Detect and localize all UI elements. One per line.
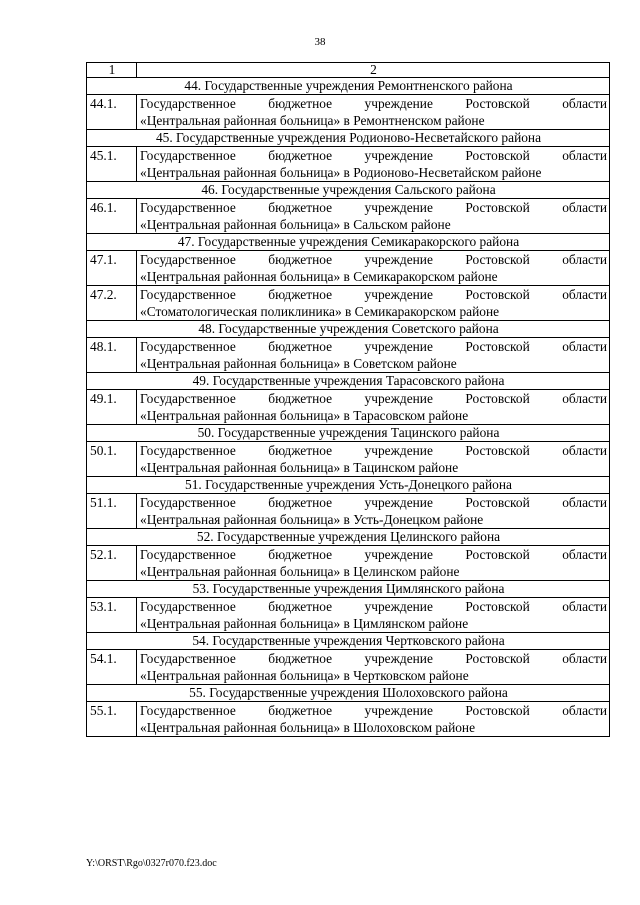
item-number: 45.1. xyxy=(87,147,137,182)
section-row xyxy=(87,234,610,251)
item-description xyxy=(137,546,610,581)
section-title: 45. Государственные учреждения Родионово-Несветайского района xyxy=(87,130,610,147)
section-row xyxy=(87,130,610,147)
item-line-1: Государственное бюджетное учреждение Ростовской области xyxy=(140,599,607,614)
item-line-2: «Центральная районная больница» в Ремонтненском районе xyxy=(140,113,485,128)
table-row xyxy=(87,251,610,286)
item-description xyxy=(137,147,610,182)
item-number: 47.1. xyxy=(87,251,137,286)
item-number: 53.1. xyxy=(87,598,137,633)
item-number: 48.1. xyxy=(87,338,137,373)
section-title: 46. Государственные учреждения Сальского района xyxy=(87,182,610,199)
item-line-1: Государственное бюджетное учреждение Ростовской области xyxy=(140,96,607,111)
item-description xyxy=(137,390,610,425)
item-number: 49.1. xyxy=(87,390,137,425)
section-row xyxy=(87,373,610,390)
table-row xyxy=(87,442,610,477)
item-line-2: «Центральная районная больница» в Родионово-Несветайском районе xyxy=(140,165,542,180)
item-description xyxy=(137,338,610,373)
section-row xyxy=(87,685,610,702)
item-line-1: Государственное бюджетное учреждение Ростовской области xyxy=(140,148,607,163)
section-row xyxy=(87,321,610,338)
item-line-1: Государственное бюджетное учреждение Ростовской области xyxy=(140,443,607,458)
section-title: 55. Государственные учреждения Шолоховского района xyxy=(87,685,610,702)
table-row xyxy=(87,147,610,182)
item-number: 47.2. xyxy=(87,286,137,321)
item-number: 46.1. xyxy=(87,199,137,234)
item-number: 51.1. xyxy=(87,494,137,529)
item-number: 50.1. xyxy=(87,442,137,477)
page-number: 38 xyxy=(314,36,326,48)
item-line-1: Государственное бюджетное учреждение Ростовской области xyxy=(140,651,607,666)
section-title: 44. Государственные учреждения Ремонтненского района xyxy=(87,78,610,95)
header-cell-number: 1 xyxy=(87,63,137,78)
table-row xyxy=(87,494,610,529)
item-line-1: Государственное бюджетное учреждение Ростовской области xyxy=(140,287,607,302)
item-line-2: «Центральная районная больница» в Тацинском районе xyxy=(140,460,459,475)
item-line-1: Государственное бюджетное учреждение Ростовской области xyxy=(140,703,607,718)
section-title: 47. Государственные учреждения Семикаракорского района xyxy=(87,234,610,251)
table-row xyxy=(87,390,610,425)
item-description xyxy=(137,650,610,685)
table-row xyxy=(87,199,610,234)
item-number: 55.1. xyxy=(87,702,137,737)
institutions-table xyxy=(86,62,610,737)
item-line-2: «Центральная районная больница» в Цимлянском районе xyxy=(140,616,469,631)
item-line-2: «Центральная районная больница» в Сальском районе xyxy=(140,217,451,232)
item-line-2: «Центральная районная больница» в Шолоховском районе xyxy=(140,720,476,735)
item-line-2: «Центральная районная больница» в Тарасовском районе xyxy=(140,408,469,423)
table-row xyxy=(87,650,610,685)
item-line-2: «Центральная районная больница» в Семикаракорском районе xyxy=(140,269,498,284)
item-description xyxy=(137,702,610,737)
item-line-2: «Центральная районная больница» в Советском районе xyxy=(140,356,457,371)
section-row xyxy=(87,78,610,95)
section-row xyxy=(87,425,610,442)
item-line-2: «Центральная районная больница» в Усть-Донецком районе xyxy=(140,512,484,527)
section-title: 49. Государственные учреждения Тарасовского района xyxy=(87,373,610,390)
table-header-row xyxy=(87,63,610,78)
file-path-footer: Y:\ORST\Rgo\0327r070.f23.doc xyxy=(86,858,217,869)
section-title: 50. Государственные учреждения Тацинского района xyxy=(87,425,610,442)
section-row xyxy=(87,581,610,598)
item-line-1: Государственное бюджетное учреждение Ростовской области xyxy=(140,495,607,510)
section-title: 52. Государственные учреждения Целинского района xyxy=(87,529,610,546)
section-title: 51. Государственные учреждения Усть-Донецкого района xyxy=(87,477,610,494)
section-row xyxy=(87,633,610,650)
table-body xyxy=(87,63,610,737)
item-number: 54.1. xyxy=(87,650,137,685)
item-line-2: «Стоматологическая поликлиника» в Семикаракорском районе xyxy=(140,304,500,319)
header-cell-name: 2 xyxy=(137,63,610,78)
table-row xyxy=(87,95,610,130)
item-description xyxy=(137,199,610,234)
item-line-2: «Центральная районная больница» в Чертковском районе xyxy=(140,668,469,683)
item-number: 44.1. xyxy=(87,95,137,130)
item-line-1: Государственное бюджетное учреждение Ростовской области xyxy=(140,339,607,354)
table-row xyxy=(87,338,610,373)
section-title: 53. Государственные учреждения Цимлянского района xyxy=(87,581,610,598)
item-description xyxy=(137,494,610,529)
item-line-1: Государственное бюджетное учреждение Ростовской области xyxy=(140,252,607,267)
item-line-1: Государственное бюджетное учреждение Ростовской области xyxy=(140,547,607,562)
item-line-2: «Центральная районная больница» в Целинском районе xyxy=(140,564,460,579)
item-description xyxy=(137,95,610,130)
item-description xyxy=(137,442,610,477)
section-title: 54. Государственные учреждения Чертковского района xyxy=(87,633,610,650)
section-row xyxy=(87,182,610,199)
table-row xyxy=(87,702,610,737)
table-row xyxy=(87,598,610,633)
item-line-1: Государственное бюджетное учреждение Ростовской области xyxy=(140,391,607,406)
item-line-1: Государственное бюджетное учреждение Ростовской области xyxy=(140,200,607,215)
table-row xyxy=(87,546,610,581)
section-title: 48. Государственные учреждения Советского района xyxy=(87,321,610,338)
item-description xyxy=(137,598,610,633)
item-number: 52.1. xyxy=(87,546,137,581)
section-row xyxy=(87,529,610,546)
item-description xyxy=(137,251,610,286)
section-row xyxy=(87,477,610,494)
item-description xyxy=(137,286,610,321)
table-row xyxy=(87,286,610,321)
